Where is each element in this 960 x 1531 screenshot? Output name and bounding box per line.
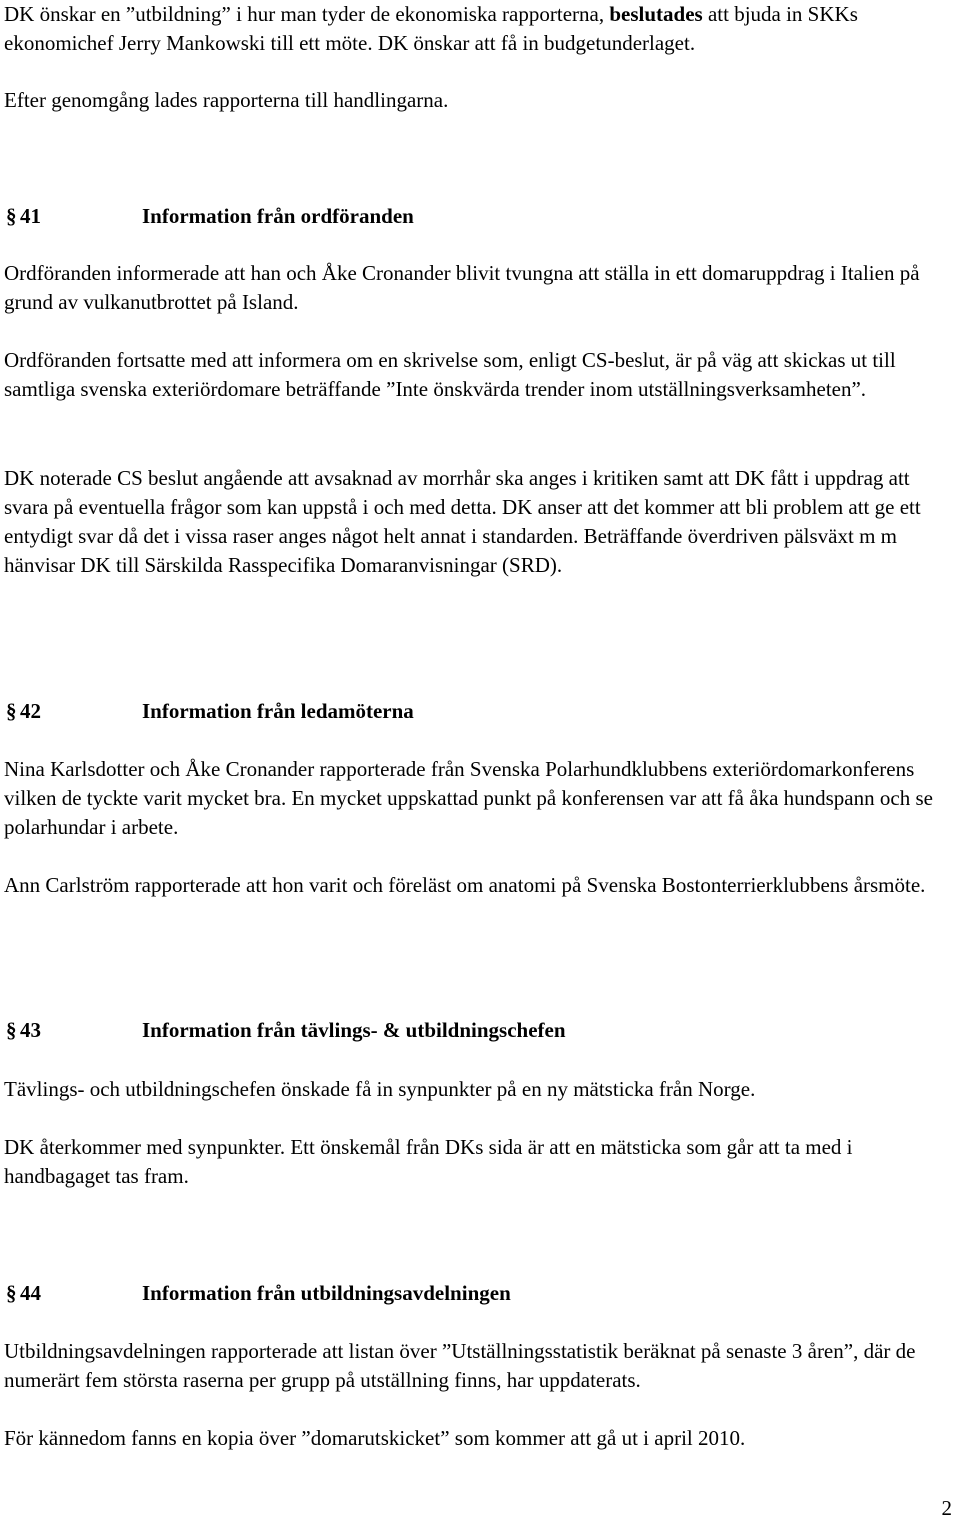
section-number: 44 (20, 1281, 41, 1305)
page-number: 2 (941, 1496, 952, 1520)
section-42-heading (6, 697, 414, 726)
intro-paragraph-2: Efter genomgång lades rapporterna till handlingarna. (4, 88, 449, 112)
section-41-paragraph-1: Ordföranden informerade att han och Åke Cronander blivit tvungna att ställa in ett domaruppdrag i Italien på grund av vulkanutbrottet på Island. (4, 261, 920, 314)
section-42-paragraph-1: Nina Karlsdotter och Åke Cronander rapporterade från Svenska Polarhundklubbens exteriördomarkonferens vilken de tyckte varit mycket bra. En mycket uppskattad punkt på konferensen var att få åka hundspann och se polarhundar i arbete. (4, 757, 933, 839)
section-number: 41 (20, 204, 41, 228)
section-41-paragraph-3: DK noterade CS beslut angående att avsaknad av morrhår ska anges i kritiken samt att DK fått i uppdrag att svara på eventuella frågor som kan uppstå i och med detta. DK anser att det kommer att bli problem att ge ett entydigt svar då det i vissa raser anges något helt annat i standarden. Beträffande överdriven pälsväxt m m hänvisar DK till Särskilda Rasspecifika Domaranvisningar (SRD). (4, 466, 921, 577)
section-title: Information från tävlings- & utbildningschefen (142, 1018, 566, 1042)
section-43-heading (6, 1016, 566, 1045)
section-number: 43 (20, 1018, 41, 1042)
intro-text-part2: att bjuda in SKKs ekonomichef Jerry Mankowski till ett möte. DK önskar att få in budgetunderlaget. (4, 2, 858, 55)
section-41-heading (6, 202, 414, 231)
section-sign: § (6, 1018, 17, 1042)
section-42-paragraph-2: Ann Carlström rapporterade att hon varit och föreläst om anatomi på Svenska Bostonterrierklubbens årsmöte. (4, 873, 926, 897)
section-41-paragraph-2: Ordföranden fortsatte med att informera om en skrivelse som, enligt CS-beslut, är på väg att skickas ut till samtliga svenska exteriördomare beträffande ”Inte önskvärda trender inom utställningsverksamheten”. (4, 348, 896, 401)
intro-text-part1: DK önskar en ”utbildning” i hur man tyder de ekonomiska rapporterna, (4, 2, 610, 26)
section-sign: § (6, 1281, 17, 1305)
intro-bold-word: beslutades (609, 2, 703, 26)
section-title: Information från ordföranden (142, 204, 414, 228)
section-title: Information från utbildningsavdelningen (142, 1281, 511, 1305)
section-44-paragraph-1: Utbildningsavdelningen rapporterade att listan över ”Utställningsstatistik beräknat på senaste 3 åren”, där de numerärt fem största raserna per grupp på utställning finns, har uppdaterats. (4, 1339, 916, 1392)
intro-paragraph-1 (4, 0, 954, 58)
section-43-paragraph-2: DK återkommer med synpunkter. Ett önskemål från DKs sida är att en mätsticka som går att ta med i handbagaget tas fram. (4, 1135, 853, 1188)
section-sign: § (6, 204, 17, 228)
section-title: Information från ledamöterna (142, 699, 414, 723)
section-43-paragraph-1: Tävlings- och utbildningschefen önskade få in synpunkter på en ny mätsticka från Norge. (4, 1077, 756, 1101)
section-44-heading (6, 1279, 511, 1308)
section-sign: § (6, 699, 17, 723)
section-44-paragraph-2: För kännedom fanns en kopia över ”domarutskicket” som kommer att gå ut i april 2010. (4, 1426, 746, 1450)
section-number: 42 (20, 699, 41, 723)
